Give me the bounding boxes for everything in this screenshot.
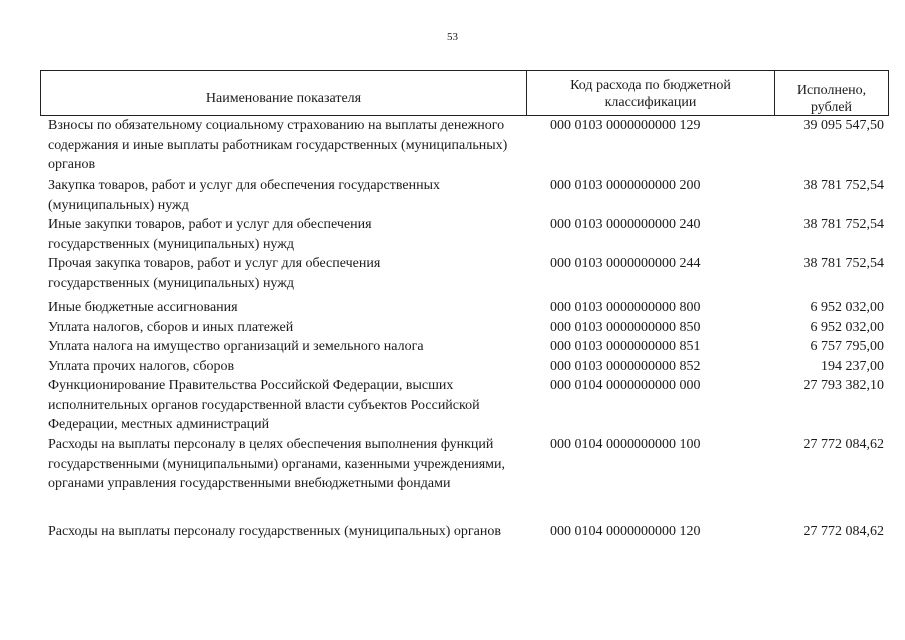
row-amount: 194 237,00 [821,358,884,374]
row-code: 000 0104 0000000000 000 [550,378,701,393]
row-name: Иные закупки товаров, работ и услуг для обеспечения государственных (муниципальных) нужд [48,217,372,252]
row-code: 000 0103 0000000000 800 [550,300,701,315]
row-amount: 6 757 795,00 [810,339,884,354]
row-amount: 38 781 752,54 [803,256,884,271]
row-code: 000 0103 0000000000 240 [550,217,701,232]
row-amount: 38 781 752,54 [803,217,884,232]
row-name: Функционирование Правительства Российской Федерации, высших исполнительных органов государственной власти субъектов Российской Федерации, местных администраций [48,378,480,432]
row-code: 000 0103 0000000000 244 [550,256,701,271]
row-name: Закупка товаров, работ и услуг для обеспечения государственных (муниципальных) нужд [48,178,441,213]
row-amount: 27 793 382,10 [803,378,884,393]
row-code: 000 0104 0000000000 120 [550,524,701,539]
row-amount: 6 952 032,00 [810,300,884,315]
row-amount: 27 772 084,62 [803,437,884,452]
row-name: Иные бюджетные ассигнования [48,300,238,315]
row-code: 000 0103 0000000000 852 [550,358,701,374]
header-amount: Исполнено, рублей [796,83,867,115]
header-code: Код расхода по бюджетной классификации [527,71,775,115]
row-name: Уплата прочих налогов, сборов [48,358,235,374]
row-name: Уплата налогов, сборов и иных платежей [48,319,294,335]
row-code: 000 0104 0000000000 100 [550,437,701,452]
row-amount: 39 095 547,50 [803,118,884,133]
row-name: Взносы по обязательному социальному страхованию на выплаты денежного содержания и иные выплаты работникам государственных (муниципальных) органов [48,118,508,172]
page-number: 53 [447,31,458,43]
row-code: 000 0103 0000000000 850 [550,319,701,335]
row-name: Уплата налога на имущество организаций и земельного налога [48,339,424,354]
row-code: 000 0103 0000000000 200 [550,178,701,193]
row-code: 000 0103 0000000000 129 [550,118,701,133]
row-name: Расходы на выплаты персоналу в целях обеспечения выполнения функций государственными (муниципальными) органами, казенными учреждениями, органами управления государственными внебюджетными фондами [48,437,505,491]
header-name: Наименование показателя [41,71,527,115]
row-name: Расходы на выплаты персоналу государственных (муниципальных) органов [48,524,501,539]
row-code: 000 0103 0000000000 851 [550,339,701,354]
row-amount: 38 781 752,54 [803,178,884,193]
row-name: Прочая закупка товаров, работ и услуг для обеспечения государственных (муниципальных) нужд [48,256,381,291]
row-amount: 6 952 032,00 [810,319,884,335]
row-amount: 27 772 084,62 [803,524,884,539]
